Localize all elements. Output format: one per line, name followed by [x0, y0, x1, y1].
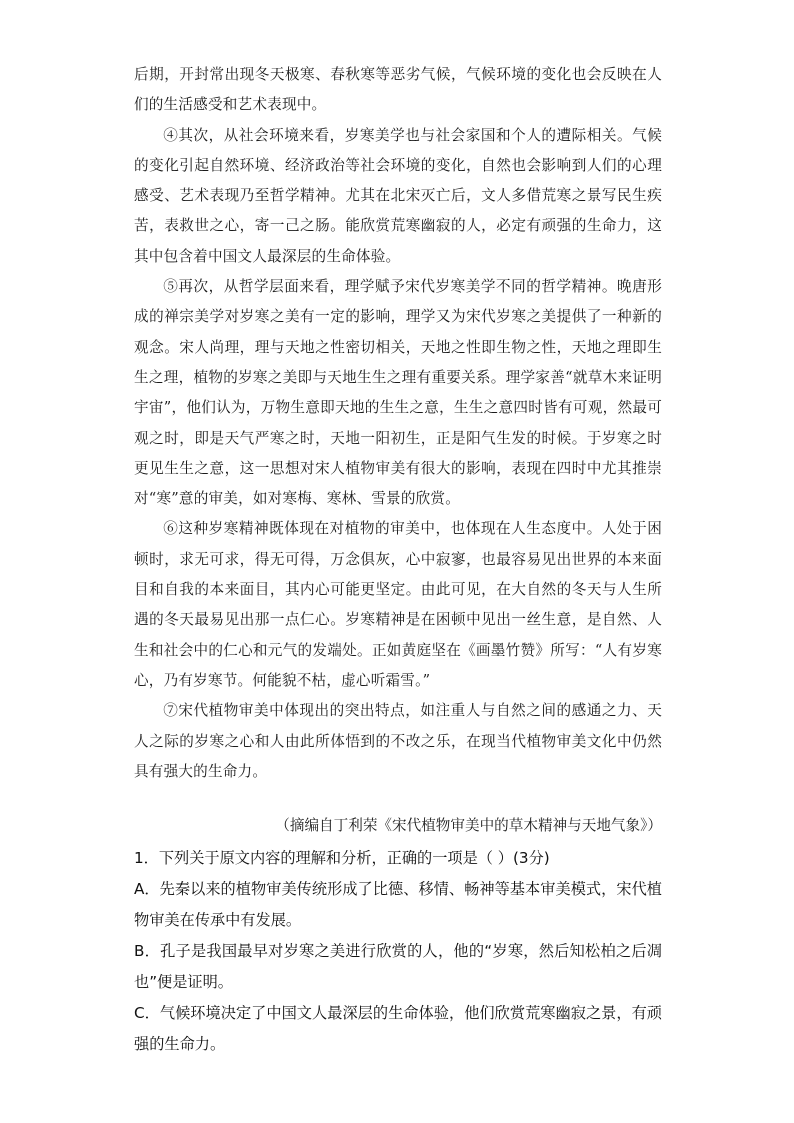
paragraph-7: ⑦宋代植物审美中体现出的突出特点，如注重人与自然之间的感通之力、天人之际的岁寒之心和人由此所体悟到的不改之乐，在现当代植物审美文化中仍然具有强大的生命力。 — [134, 702, 662, 780]
option-b: B．孔子是我国最早对岁寒之美进行欣赏的人，他的“岁寒，然后知松柏之后凋也”便是证明。 — [134, 942, 662, 991]
paragraph-4: ④其次，从社会环境来看，岁寒美学也与社会家国和个人的遭际相关。气候的变化引起自然环境、经济政治等社会环境的变化，自然也会影响到人们的心理感受、艺术表现乃至哲学精神。尤其在北宋灭亡后，文人多借荒寒之景写民生疾苦，表救世之心，寄一己之肠。能欣赏荒寒幽寂的人，必定有顽强的生命力，这其中包含着中国文人最深层的生命体验。 — [134, 126, 662, 265]
option-c: C．气候环境决定了中国文人最深层的生命体验，他们欣赏荒寒幽寂之景，有顽强的生命力。 — [134, 1004, 662, 1053]
source-citation: （摘编自丁利荣《宋代植物审美中的草木精神与天地气象》） — [275, 817, 662, 834]
reading-passage — [134, 60, 662, 787]
question-block — [134, 843, 662, 1060]
paragraph-continuation: 后期，开封常出现冬天极寒、春秋寒等恶劣气候，气候环境的变化也会反映在人们的生活感受和艺术表现中。 — [134, 66, 662, 114]
question-1-stem: 1．下列关于原文内容的理解和分析，正确的一项是（ ）(3分) — [134, 849, 550, 867]
paragraph-6: ⑥这种岁寒精神既体现在对植物的审美中，也体现在人生态度中。人处于困顿时，求无可求，得无可得，万念俱灰，心中寂寥，也最容易见出世界的本来面目和自我的本来面目，其内心可能更坚定。由此可见，在大自然的冬天与人生所遇的冬天最易见出那一点仁心。岁寒精神是在困顿中见出一丝生意，是自然、人生和社会中的仁心和元气的发端处。正如黄庭坚在《画墨竹赞》所写：“人有岁寒心，乃有岁寒节。何能貌不枯，虚心听霜雪。” — [134, 520, 662, 689]
paragraph-5: ⑤再次，从哲学层面来看，理学赋予宋代岁寒美学不同的哲学精神。晚唐形成的禅宗美学对岁寒之美有一定的影响，理学又为宋代岁寒之美提供了一种新的观念。宋人尚理，理与天地之性密切相关，天地之性即生物之性，天地之理即生生之理，植物的岁寒之美即与天地生生之理有重要关系。理学家善“就草木来证明宇宙”，他们认为，万物生意即天地的生生之意，生生之意四时皆有可观，然最可观之时，即是天气严寒之时，天地一阳初生，正是阳气生发的时候。于岁寒之时更见生生之意，这一思想对宋人植物审美有很大的影响，表现在四时中尤其推崇对“寒”意的审美，如对寒梅、寒林、雪景的欣赏。 — [134, 278, 662, 508]
option-a: A．先秦以来的植物审美传统形成了比德、移情、畅神等基本审美模式，宋代植物审美在传承中有发展。 — [134, 880, 662, 929]
